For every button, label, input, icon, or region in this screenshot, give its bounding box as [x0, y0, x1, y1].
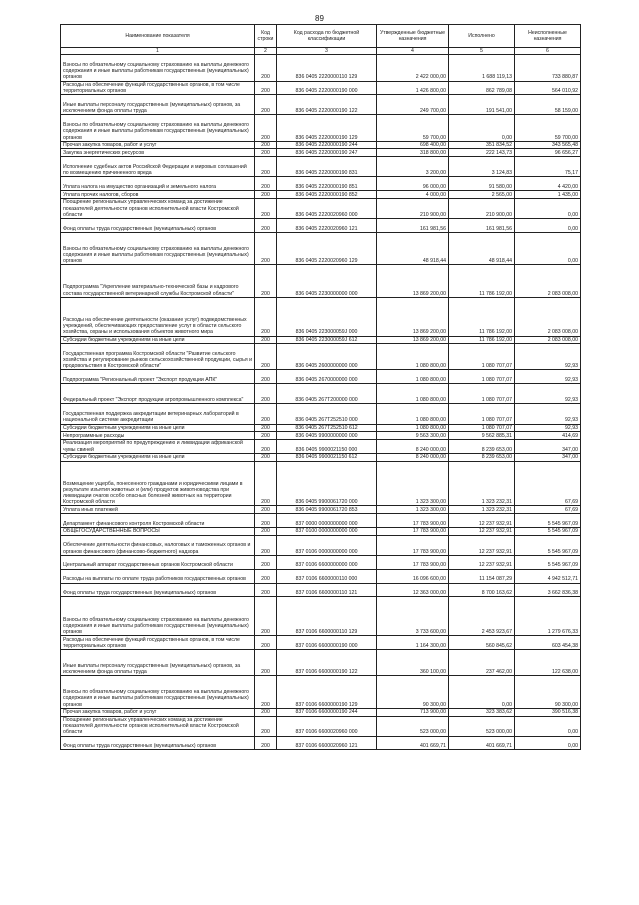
approved-amount-cell: 8 240 000,00 — [377, 453, 449, 461]
indicator-name-cell: Уплата прочих налогов, сборов — [61, 191, 255, 199]
executed-amount-cell: 401 669,71 — [449, 736, 515, 750]
indicator-name-cell: Иные выплаты персоналу государственных (муниципальных) органов, за исключением фонда оплаты труда — [61, 650, 255, 676]
budget-code-cell: 836 0405 2220000190 852 — [277, 191, 377, 199]
unexecuted-amount-cell: 3 662 836,38 — [515, 583, 581, 597]
unexecuted-amount-cell: 347,00 — [515, 453, 581, 461]
line-code-cell: 200 — [255, 432, 277, 440]
approved-amount-cell: 8 240 000,00 — [377, 439, 449, 453]
executed-amount-cell: 12 237 932,91 — [449, 527, 515, 535]
approved-amount-cell: 1 080 800,00 — [377, 384, 449, 404]
approved-amount-cell: 249 700,00 — [377, 95, 449, 115]
unexecuted-amount-cell: 1 435,00 — [515, 191, 581, 199]
indicator-name-cell: Непрограммные расходы — [61, 432, 255, 440]
line-code-cell: 200 — [255, 344, 277, 370]
approved-amount-cell: 161 981,56 — [377, 218, 449, 232]
table-row — [61, 370, 581, 384]
column-number: 5 — [449, 48, 515, 55]
unexecuted-amount-cell: 2 083 008,00 — [515, 297, 581, 336]
executed-amount-cell: 48 918,44 — [449, 232, 515, 265]
table-row — [61, 514, 581, 528]
line-code-cell: 200 — [255, 424, 277, 432]
budget-code-cell: 836 0405 2230000000 000 — [277, 265, 377, 298]
unexecuted-amount-cell: 0,00 — [515, 232, 581, 265]
executed-amount-cell: 1 688 119,13 — [449, 55, 515, 81]
approved-amount-cell: 59 700,00 — [377, 115, 449, 141]
unexecuted-amount-cell: 92,93 — [515, 384, 581, 404]
budget-code-cell: 836 0405 2220020960 121 — [277, 218, 377, 232]
table-row — [61, 115, 581, 141]
table-row — [61, 232, 581, 265]
budget-code-cell: 836 0405 2220000190 129 — [277, 115, 377, 141]
line-code-cell: 200 — [255, 404, 277, 424]
approved-amount-cell: 90 300,00 — [377, 676, 449, 709]
executed-amount-cell: 210 900,00 — [449, 198, 515, 218]
indicator-name-cell: Взносы по обязательному социальному страхованию на выплаты денежного содержания и иные выплаты работникам государственных (муниципальных) органов — [61, 676, 255, 709]
table-row — [61, 149, 581, 157]
table-row — [61, 141, 581, 149]
unexecuted-amount-cell: 67,69 — [515, 461, 581, 506]
indicator-name-cell: Государственная поддержка аккредитации ветеринарных лабораторий в национальной системе аккредитации — [61, 404, 255, 424]
table-row — [61, 297, 581, 336]
line-code-cell: 200 — [255, 650, 277, 676]
indicator-name-cell: Субсидии бюджетным учреждениям на иные цели — [61, 453, 255, 461]
budget-code-cell: 836 0405 2220000190 851 — [277, 177, 377, 191]
header-indicator-name: Наименование показателя — [61, 25, 255, 48]
table-row — [61, 198, 581, 218]
budget-code-cell: 837 0000 0000000000 000 — [277, 514, 377, 528]
indicator-name-cell: ОБЩЕГОСУДАРСТВЕННЫЕ ВОПРОСЫ — [61, 527, 255, 535]
table-row — [61, 218, 581, 232]
indicator-name-cell: Субсидии бюджетным учреждениям на иные цели — [61, 336, 255, 344]
executed-amount-cell: 0,00 — [449, 115, 515, 141]
unexecuted-amount-cell: 0,00 — [515, 198, 581, 218]
approved-amount-cell: 12 363 000,00 — [377, 583, 449, 597]
line-code-cell: 200 — [255, 569, 277, 583]
executed-amount-cell: 12 237 932,91 — [449, 514, 515, 528]
budget-code-cell: 836 0405 223000059Ј 000 — [277, 297, 377, 336]
table-row — [61, 81, 581, 95]
table-row — [61, 650, 581, 676]
budget-code-cell: 837 0106 6600000190 000 — [277, 636, 377, 650]
table-row — [61, 736, 581, 750]
table-row — [61, 336, 581, 344]
indicator-name-cell: Поощрение региональных управленческих команд за достижение показателей деятельности органов исполнительной власти Костромской области — [61, 716, 255, 736]
approved-amount-cell: 13 869 200,00 — [377, 336, 449, 344]
line-code-cell: 200 — [255, 439, 277, 453]
approved-amount-cell: 17 783 900,00 — [377, 555, 449, 569]
budget-code-cell: 836 0405 2220000190 831 — [277, 157, 377, 177]
table-row — [61, 424, 581, 432]
budget-code-cell: 836 0405 2220020960 129 — [277, 232, 377, 265]
executed-amount-cell: 351 834,52 — [449, 141, 515, 149]
unexecuted-amount-cell: 96 656,27 — [515, 149, 581, 157]
table-row — [61, 384, 581, 404]
unexecuted-amount-cell: 59 700,00 — [515, 115, 581, 141]
executed-amount-cell: 12 237 932,91 — [449, 535, 515, 555]
unexecuted-amount-cell: 5 545 967,09 — [515, 535, 581, 555]
indicator-name-cell: Прочая закупка товаров, работ и услуг — [61, 708, 255, 716]
approved-amount-cell: 1 164 300,00 — [377, 636, 449, 650]
unexecuted-amount-cell: 92,93 — [515, 424, 581, 432]
table-row — [61, 569, 581, 583]
approved-amount-cell: 3 733 600,00 — [377, 597, 449, 636]
line-code-cell: 200 — [255, 370, 277, 384]
unexecuted-amount-cell: 347,00 — [515, 439, 581, 453]
budget-code-cell: 837 0106 0000000000 000 — [277, 535, 377, 555]
line-code-cell: 200 — [255, 265, 277, 298]
approved-amount-cell: 96 000,00 — [377, 177, 449, 191]
unexecuted-amount-cell: 92,93 — [515, 404, 581, 424]
table-row — [61, 191, 581, 199]
header-line-code: Код строки — [255, 25, 277, 48]
executed-amount-cell: 2 453 923,67 — [449, 597, 515, 636]
column-number: 3 — [277, 48, 377, 55]
executed-amount-cell: 523 000,00 — [449, 716, 515, 736]
indicator-name-cell: Подпрограмма "Укрепление материально-технической базы и кадрового состава государственной ветеринарной службы Костромской области" — [61, 265, 255, 298]
table-row — [61, 432, 581, 440]
approved-amount-cell: 401 669,71 — [377, 736, 449, 750]
unexecuted-amount-cell: 390 516,38 — [515, 708, 581, 716]
unexecuted-amount-cell: 0,00 — [515, 218, 581, 232]
table-row — [61, 708, 581, 716]
approved-amount-cell: 16 096 600,00 — [377, 569, 449, 583]
table-row — [61, 583, 581, 597]
column-number: 6 — [515, 48, 581, 55]
budget-code-cell: 837 0106 6600000190 244 — [277, 708, 377, 716]
unexecuted-amount-cell: 92,93 — [515, 370, 581, 384]
executed-amount-cell: 237 462,00 — [449, 650, 515, 676]
header-executed: Исполнено — [449, 25, 515, 48]
line-code-cell: 200 — [255, 218, 277, 232]
executed-amount-cell: 8 239 653,00 — [449, 439, 515, 453]
executed-amount-cell: 8 700 163,62 — [449, 583, 515, 597]
indicator-name-cell: Иные выплаты персоналу государственных (муниципальных) органов, за исключением фонда оплаты труда — [61, 95, 255, 115]
table-row — [61, 177, 581, 191]
table-row — [61, 439, 581, 453]
page-number: 89 — [315, 14, 324, 23]
budget-code-cell: 837 0106 6600000190 122 — [277, 650, 377, 676]
unexecuted-amount-cell: 58 159,00 — [515, 95, 581, 115]
executed-amount-cell: 11 786 192,00 — [449, 265, 515, 298]
approved-amount-cell: 1 323 300,00 — [377, 506, 449, 514]
approved-amount-cell: 1 080 800,00 — [377, 424, 449, 432]
approved-amount-cell: 9 563 300,00 — [377, 432, 449, 440]
unexecuted-amount-cell: 92,93 — [515, 344, 581, 370]
line-code-cell: 200 — [255, 177, 277, 191]
table-row — [61, 636, 581, 650]
line-code-cell: 200 — [255, 636, 277, 650]
line-code-cell: 200 — [255, 708, 277, 716]
budget-code-cell: 836 0405 9900000000 000 — [277, 432, 377, 440]
table-row — [61, 527, 581, 535]
line-code-cell: 200 — [255, 141, 277, 149]
indicator-name-cell: Взносы по обязательному социальному страхованию на выплаты денежного содержания и иные выплаты работникам государственных (муниципальных) органов — [61, 115, 255, 141]
budget-code-cell: 836 0405 9900021150 612 — [277, 453, 377, 461]
table-header-row — [61, 25, 581, 48]
line-code-cell: 200 — [255, 736, 277, 750]
executed-amount-cell: 91 580,00 — [449, 177, 515, 191]
unexecuted-amount-cell: 2 083 008,00 — [515, 336, 581, 344]
indicator-name-cell: Государственная программа Костромской области "Развитие сельского хозяйства и регулирование рынков сельскохозяйственной продукции, сырья и продовольствия в Костромской области" — [61, 344, 255, 370]
approved-amount-cell: 210 900,00 — [377, 198, 449, 218]
executed-amount-cell: 1 080 707,07 — [449, 370, 515, 384]
approved-amount-cell: 3 200,00 — [377, 157, 449, 177]
budget-code-cell: 837 0106 6600020960 121 — [277, 736, 377, 750]
approved-amount-cell: 698 400,00 — [377, 141, 449, 149]
line-code-cell: 200 — [255, 95, 277, 115]
budget-code-cell: 836 0405 9900061720 000 — [277, 461, 377, 506]
line-code-cell: 200 — [255, 597, 277, 636]
budget-code-cell: 837 0106 6600000000 000 — [277, 555, 377, 569]
line-code-cell: 200 — [255, 384, 277, 404]
unexecuted-amount-cell: 603 454,38 — [515, 636, 581, 650]
line-code-cell: 200 — [255, 115, 277, 141]
column-number: 4 — [377, 48, 449, 55]
unexecuted-amount-cell: 67,69 — [515, 506, 581, 514]
indicator-name-cell: Возмещение ущерба, понесенного гражданами и юридическими лицами в результате изъятия животных и (или) продуктов животноводства при ликвидации очагов особо опасных болезней животных на территории Костромской области — [61, 461, 255, 506]
approved-amount-cell: 17 783 900,00 — [377, 535, 449, 555]
budget-code-cell: 837 0106 6600000110 000 — [277, 569, 377, 583]
indicator-name-cell: Обеспечение деятельности финансовых, налоговых и таможенных органов и органов финансового (финансово-бюджетного) надзора — [61, 535, 255, 555]
budget-code-cell: 836 0405 267T200000 000 — [277, 384, 377, 404]
line-code-cell: 200 — [255, 232, 277, 265]
table-row — [61, 95, 581, 115]
budget-code-cell: 836 0405 2670000000 000 — [277, 370, 377, 384]
indicator-name-cell: Расходы на обеспечение функций государственных органов, в том числе территориальных органов — [61, 81, 255, 95]
budget-code-cell: 836 0405 9900061720 853 — [277, 506, 377, 514]
budget-execution-table — [60, 24, 581, 750]
line-code-cell: 200 — [255, 535, 277, 555]
table-row — [61, 535, 581, 555]
approved-amount-cell: 48 918,44 — [377, 232, 449, 265]
executed-amount-cell: 2 565,00 — [449, 191, 515, 199]
executed-amount-cell: 1 080 707,07 — [449, 344, 515, 370]
unexecuted-amount-cell: 5 545 967,09 — [515, 555, 581, 569]
header-unexecuted: Неисполненные назначения — [515, 25, 581, 48]
table-row — [61, 344, 581, 370]
approved-amount-cell: 2 422 000,00 — [377, 55, 449, 81]
indicator-name-cell: Федеральный проект "Экспорт продукции агропромышленного комплекса" — [61, 384, 255, 404]
unexecuted-amount-cell: 0,00 — [515, 736, 581, 750]
approved-amount-cell: 4 000,00 — [377, 191, 449, 199]
budget-code-cell: 837 0106 6600000110 121 — [277, 583, 377, 597]
approved-amount-cell: 1 080 800,00 — [377, 370, 449, 384]
indicator-name-cell: Исполнение судебных актов Российской Федерации и мировых соглашений по возмещению причиненного вреда — [61, 157, 255, 177]
approved-amount-cell: 360 100,00 — [377, 650, 449, 676]
budget-code-cell: 836 0405 2220020960 000 — [277, 198, 377, 218]
budget-code-cell: 836 0405 267T252510 000 — [277, 404, 377, 424]
line-code-cell: 200 — [255, 583, 277, 597]
line-code-cell: 200 — [255, 676, 277, 709]
approved-amount-cell: 318 800,00 — [377, 149, 449, 157]
executed-amount-cell: 1 323 232,31 — [449, 461, 515, 506]
budget-code-cell: 837 0106 6600000190 129 — [277, 676, 377, 709]
executed-amount-cell: 8 239 653,00 — [449, 453, 515, 461]
line-code-cell: 200 — [255, 336, 277, 344]
indicator-name-cell: Фонд оплаты труда государственных (муниципальных) органов — [61, 736, 255, 750]
budget-code-cell: 836 0405 2220000110 129 — [277, 55, 377, 81]
indicator-name-cell: Фонд оплаты труда государственных (муниципальных) органов — [61, 583, 255, 597]
indicator-name-cell: Фонд оплаты труда государственных (муниципальных) органов — [61, 218, 255, 232]
line-code-cell: 200 — [255, 453, 277, 461]
executed-amount-cell: 191 541,00 — [449, 95, 515, 115]
unexecuted-amount-cell: 90 300,00 — [515, 676, 581, 709]
indicator-name-cell: Уплата налога на имущество организаций и земельного налога — [61, 177, 255, 191]
indicator-name-cell: Уплата иных платежей — [61, 506, 255, 514]
unexecuted-amount-cell: 5 545 967,09 — [515, 527, 581, 535]
budget-code-cell: 836 0405 2220000190 244 — [277, 141, 377, 149]
indicator-name-cell: Расходы на выплаты по оплате труда работников государственных органов — [61, 569, 255, 583]
line-code-cell: 200 — [255, 514, 277, 528]
indicator-name-cell: Департамент финансового контроля Костромской области — [61, 514, 255, 528]
unexecuted-amount-cell: 343 565,48 — [515, 141, 581, 149]
line-code-cell: 200 — [255, 506, 277, 514]
approved-amount-cell: 1 426 800,00 — [377, 81, 449, 95]
column-number-row — [61, 48, 581, 55]
approved-amount-cell: 13 869 200,00 — [377, 297, 449, 336]
executed-amount-cell: 1 080 707,07 — [449, 404, 515, 424]
line-code-cell: 200 — [255, 191, 277, 199]
budget-code-cell: 836 0405 9900021150 000 — [277, 439, 377, 453]
unexecuted-amount-cell: 4 420,00 — [515, 177, 581, 191]
budget-code-cell: 837 0100 0000000000 000 — [277, 527, 377, 535]
indicator-name-cell: Взносы по обязательному социальному страхованию на выплаты денежного содержания и иные выплаты работникам государственных (муниципальных) органов — [61, 55, 255, 81]
budget-code-cell: 836 0405 2220000190 247 — [277, 149, 377, 157]
executed-amount-cell: 161 981,56 — [449, 218, 515, 232]
unexecuted-amount-cell: 122 638,00 — [515, 650, 581, 676]
table-row — [61, 157, 581, 177]
indicator-name-cell: Поощрение региональных управленческих команд за достижение показателей деятельности органов исполнительной власти Костромской области — [61, 198, 255, 218]
executed-amount-cell: 3 124,83 — [449, 157, 515, 177]
executed-amount-cell: 12 237 932,91 — [449, 555, 515, 569]
line-code-cell: 200 — [255, 716, 277, 736]
line-code-cell: 200 — [255, 297, 277, 336]
line-code-cell: 200 — [255, 157, 277, 177]
executed-amount-cell: 1 323 232,31 — [449, 506, 515, 514]
line-code-cell: 200 — [255, 81, 277, 95]
budget-code-cell: 837 0106 6600020960 000 — [277, 716, 377, 736]
approved-amount-cell: 1 080 800,00 — [377, 404, 449, 424]
table-row — [61, 55, 581, 81]
executed-amount-cell: 9 562 885,31 — [449, 432, 515, 440]
line-code-cell: 200 — [255, 461, 277, 506]
executed-amount-cell: 11 786 192,00 — [449, 297, 515, 336]
unexecuted-amount-cell: 414,69 — [515, 432, 581, 440]
approved-amount-cell: 13 869 200,00 — [377, 265, 449, 298]
indicator-name-cell: Закупка энергетических ресурсов — [61, 149, 255, 157]
budget-code-cell: 837 0106 6600000110 129 — [277, 597, 377, 636]
indicator-name-cell: Прочая закупка товаров, работ и услуг — [61, 141, 255, 149]
line-code-cell: 200 — [255, 55, 277, 81]
indicator-name-cell: Субсидии бюджетным учреждениям на иные цели — [61, 424, 255, 432]
indicator-name-cell: Взносы по обязательному социальному страхованию на выплаты денежного содержания и иные выплаты работникам государственных (муниципальных) органов — [61, 597, 255, 636]
column-number: 2 — [255, 48, 277, 55]
table-row — [61, 716, 581, 736]
unexecuted-amount-cell: 0,00 — [515, 716, 581, 736]
indicator-name-cell: Реализация мероприятий по предупреждению и ликвидации африканской чумы свиней — [61, 439, 255, 453]
unexecuted-amount-cell: 1 279 676,33 — [515, 597, 581, 636]
column-number: 1 — [61, 48, 255, 55]
executed-amount-cell: 11 786 192,00 — [449, 336, 515, 344]
executed-amount-cell: 1 080 707,07 — [449, 384, 515, 404]
header-budget-classification-code: Код расхода по бюджетной классификации — [277, 25, 377, 48]
table-row — [61, 676, 581, 709]
executed-amount-cell: 11 154 087,29 — [449, 569, 515, 583]
indicator-name-cell: Взносы по обязательному социальному страхованию на выплаты денежного содержания и иные выплаты работникам государственных (муниципальных) органов — [61, 232, 255, 265]
budget-code-cell: 836 0405 2600000000 000 — [277, 344, 377, 370]
executed-amount-cell: 0,00 — [449, 676, 515, 709]
indicator-name-cell: Подпрограмма "Региональный проект "Экспорт продукции АПК" — [61, 370, 255, 384]
indicator-name-cell: Центральный аппарат государственных органов Костромской области — [61, 555, 255, 569]
table-row — [61, 461, 581, 506]
line-code-cell: 200 — [255, 198, 277, 218]
unexecuted-amount-cell: 75,17 — [515, 157, 581, 177]
indicator-name-cell: Расходы на обеспечение функций государственных органов, в том числе территориальных органов — [61, 636, 255, 650]
indicator-name-cell: Расходы на обеспечение деятельности (оказание услуг) подведомственных учреждений, обеспечивающих предоставление услуг в области сельского хозяйства, охраны и использования объектов животного мира — [61, 297, 255, 336]
line-code-cell: 200 — [255, 149, 277, 157]
table-row — [61, 506, 581, 514]
budget-code-cell: 836 0405 2220000190 122 — [277, 95, 377, 115]
budget-code-cell: 836 0405 267T252510 612 — [277, 424, 377, 432]
executed-amount-cell: 222 143,73 — [449, 149, 515, 157]
unexecuted-amount-cell: 564 010,92 — [515, 81, 581, 95]
executed-amount-cell: 1 080 707,07 — [449, 424, 515, 432]
executed-amount-cell: 323 383,62 — [449, 708, 515, 716]
budget-code-cell: 836 0405 2220000190 000 — [277, 81, 377, 95]
unexecuted-amount-cell: 4 942 512,71 — [515, 569, 581, 583]
table-row — [61, 265, 581, 298]
budget-code-cell: 836 0405 223000059Ј 612 — [277, 336, 377, 344]
approved-amount-cell: 523 000,00 — [377, 716, 449, 736]
line-code-cell: 200 — [255, 527, 277, 535]
table-row — [61, 597, 581, 636]
executed-amount-cell: 560 845,62 — [449, 636, 515, 650]
approved-amount-cell: 713 900,00 — [377, 708, 449, 716]
table-row — [61, 555, 581, 569]
executed-amount-cell: 862 789,08 — [449, 81, 515, 95]
header-approved: Утвержденные бюджетные назначения — [377, 25, 449, 48]
approved-amount-cell: 1 080 800,00 — [377, 344, 449, 370]
table-row — [61, 404, 581, 424]
line-code-cell: 200 — [255, 555, 277, 569]
approved-amount-cell: 17 783 900,00 — [377, 514, 449, 528]
approved-amount-cell: 1 323 300,00 — [377, 461, 449, 506]
approved-amount-cell: 17 783 900,00 — [377, 527, 449, 535]
unexecuted-amount-cell: 2 083 008,00 — [515, 265, 581, 298]
unexecuted-amount-cell: 733 880,87 — [515, 55, 581, 81]
table-row — [61, 453, 581, 461]
unexecuted-amount-cell: 5 545 967,09 — [515, 514, 581, 528]
